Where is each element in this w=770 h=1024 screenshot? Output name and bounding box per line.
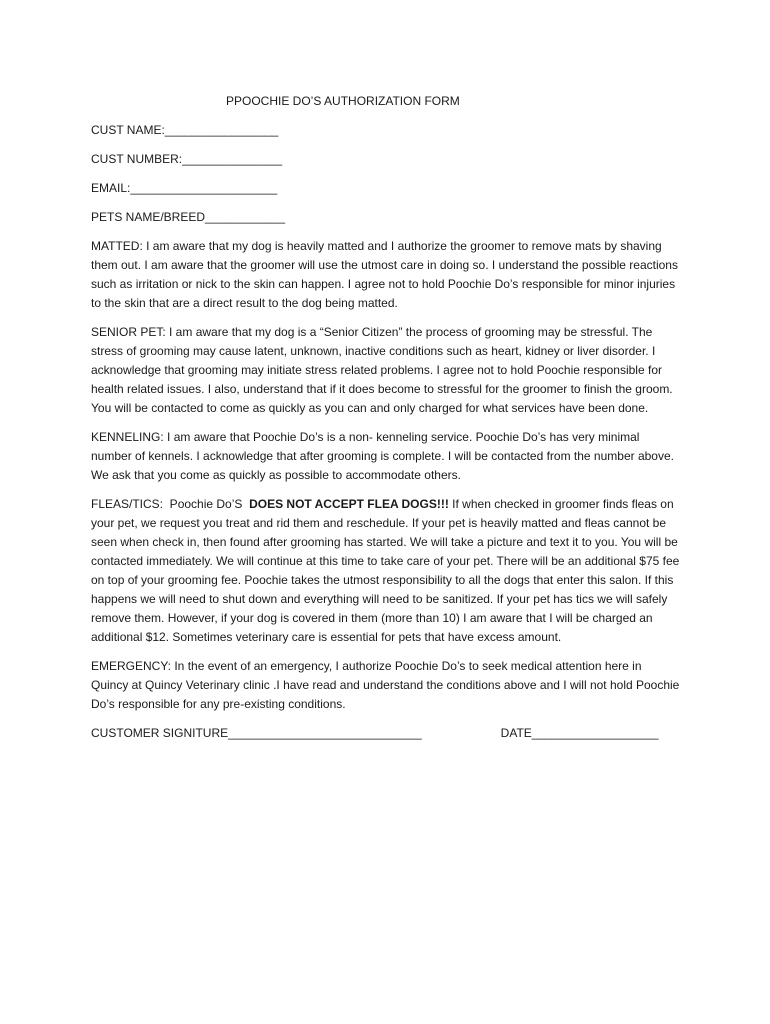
matted-paragraph: MATTED: I am aware that my dog is heavily matted and I authorize the groomer to remove mats by shaving them out. I am aware that the groomer will use the utmost care in doing so. I understand the possible reactions such as irritation or nick to the skin can happen. I agree not to hold Poochie Do’s responsible for minor injuries to the skin that are a direct result to the dog being matted.: [91, 239, 678, 310]
signature-row: [91, 724, 681, 743]
email-field[interactable]: EMAIL:______________________: [91, 181, 278, 195]
fleas-lead: FLEAS/TICS: Poochie Do’S: [91, 497, 250, 511]
senior-pet-paragraph: SENIOR PET: I am aware that my dog is a “Senior Citizen” the process of grooming may be stressful. The stress of grooming may cause latent, unknown, inactive conditions such as heart, kidney or liver disorder. I acknowledge that grooming may initiate stress related problems. I agree not to hold Poochie responsible for health related issues. I also, understand that if it does become to stressful for the groomer to finish the groom. You will be contacted to come as quickly as you can and only charged for what services have been done.: [91, 325, 673, 415]
cust-number-field[interactable]: CUST NUMBER:_______________: [91, 152, 283, 166]
form-title: PPOOCHIE DO’S AUTHORIZATION FORM: [226, 94, 460, 108]
customer-signature-field[interactable]: CUSTOMER SIGNITURE_____________________________: [91, 726, 422, 740]
kenneling-paragraph: KENNELING: I am aware that Poochie Do’s is a non- kenneling service. Poochie Do’s has very minimal number of kennels. I acknowledge that after grooming is complete. I will be contacted from the number above. We ask that you come as quickly as possible to accommodate others.: [91, 430, 674, 482]
fleas-tics-paragraph: [91, 495, 681, 647]
cust-name-field[interactable]: CUST NAME:_________________: [91, 123, 279, 137]
no-flea-dogs-notice: DOES NOT ACCEPT FLEA DOGS!!!: [249, 497, 449, 511]
pets-name-breed-field[interactable]: PETS NAME/BREED____________: [91, 210, 286, 224]
emergency-paragraph: EMERGENCY: In the event of an emergency, I authorize Poochie Do’s to seek medical attention here in Quincy at Quincy Veterinary clinic .I have read and understand the conditions above and I will not hold Poochie Do’s responsible for any pre-existing conditions.: [91, 659, 680, 711]
authorization-form: [91, 92, 681, 743]
fleas-body: If when checked in groomer finds fleas on your pet, we request you treat and rid them and reschedule. If your pet is heavily matted and fleas cannot be seen when check in, then found after grooming has started. We will take a picture and text it to you. You will be contacted immediately. We will continue at this time to take care of your pet. There will be an additional $75 fee on top of your grooming fee. Poochie takes the utmost responsibility to all the dogs that enter this salon. If this happens we will need to shut down and everything will need to be sanitized. If your pet has tics we will safely remove them. However, if your dog is covered in them (more than 10) I am aware that I will be charged an additional $12. Sometimes veterinary care is essential for pets that have excess amount.: [91, 497, 680, 644]
date-field[interactable]: DATE___________________: [500, 726, 659, 740]
